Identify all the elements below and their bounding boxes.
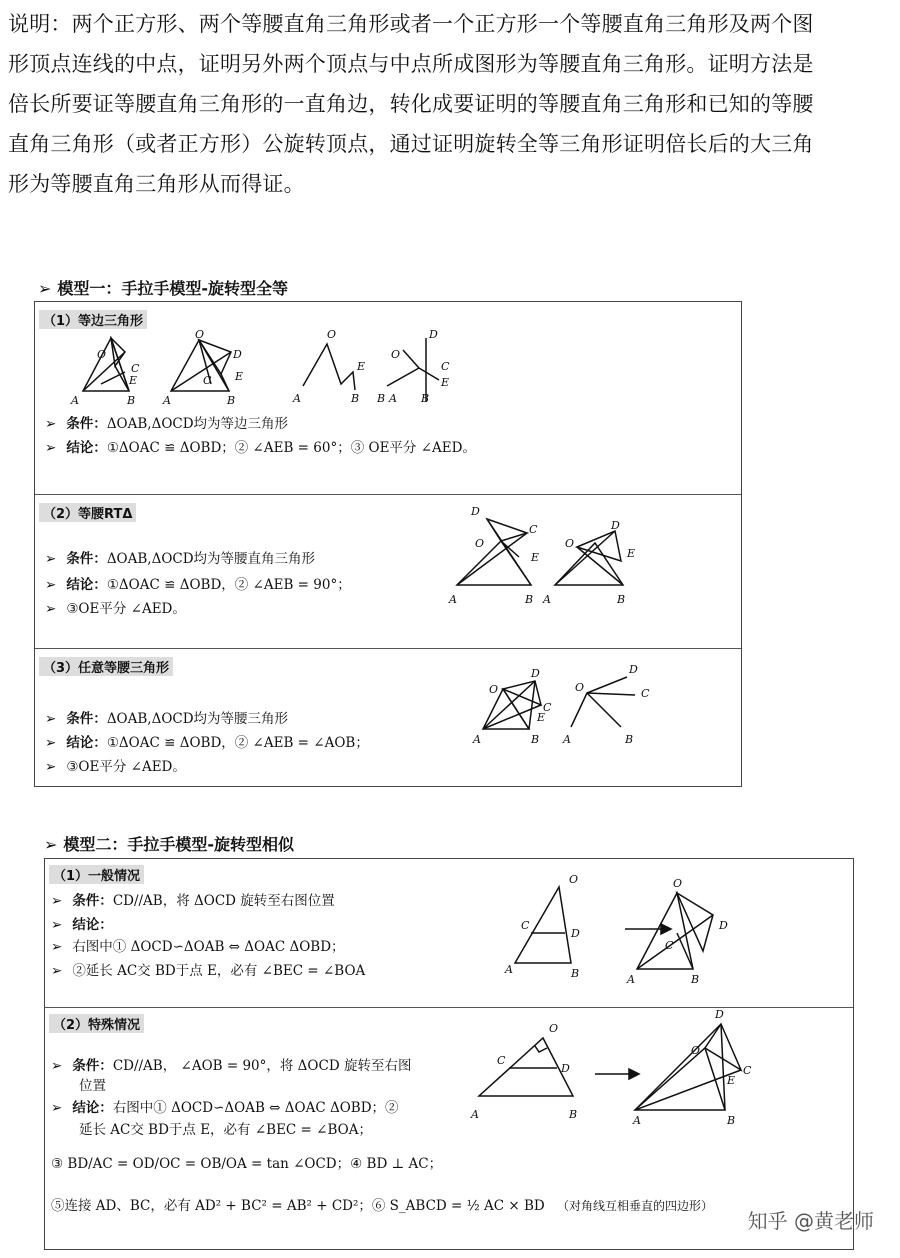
svg-text:O: O [97, 348, 107, 361]
condition-label: 条件： [66, 416, 107, 432]
bullet-arrow-icon: ➢ [45, 711, 57, 727]
svg-text:C: C [131, 362, 140, 375]
triangle-shape [635, 1048, 725, 1110]
svg-text:B: B [569, 1108, 578, 1121]
svg-text:E: E [441, 376, 450, 389]
svg-text:E: E [727, 1074, 736, 1087]
svg-text:O: O [549, 1022, 559, 1035]
watermark: 知乎 @黄老师 [747, 1209, 874, 1233]
intro-line: 形顶点连线的中点，证明另外两个顶点与中点所成图形为等腰直角三角形。证明方法是 [8, 52, 814, 76]
svg-text:D: D [561, 1062, 570, 1075]
svg-text:O: O [575, 681, 585, 694]
condition-label: 条件： [72, 893, 113, 909]
bullet-arrow-icon: ➢ [51, 893, 63, 909]
condition-label: 条件： [66, 711, 107, 727]
bullet-arrow-icon: ➢ [45, 735, 57, 751]
bullet-arrow-icon: ➢ [51, 939, 63, 955]
conclusion-line [51, 1096, 399, 1116]
model1-section2 [35, 494, 741, 649]
right-angle-mark [535, 1046, 547, 1052]
svg-text:B: B [625, 733, 634, 746]
bullet-arrow-icon: ➢ [51, 1100, 63, 1116]
condition-label: 条件： [72, 1058, 113, 1074]
condition-line [45, 412, 288, 432]
conclusion-line [45, 597, 186, 617]
conclusion-line: ③ BD/AC = OD/OC = OB/OA = tan ∠OCD；④ BD ⊥ AC； [51, 1156, 443, 1172]
condition-line [51, 1054, 411, 1074]
svg-text:O: O [565, 537, 575, 550]
bullet-arrow-icon: ➢ [51, 917, 63, 933]
svg-text:E: E [537, 711, 546, 724]
bullet-arrow-icon: ➢ [45, 551, 57, 567]
svg-text:O: O [673, 877, 683, 890]
svg-text:C: C [743, 1064, 752, 1077]
svg-text:C: C [665, 939, 674, 952]
conclusion-text: ⑤连接 AD、BC，必有 AD² + BC² = AB² + CD²；⑥ S_ABCD = ½ AC × BD [51, 1198, 545, 1214]
svg-text:B: B [127, 394, 136, 407]
condition-line [45, 547, 315, 567]
intro-line: 形为等腰直角三角形从而得证。 [8, 172, 305, 196]
svg-text:A: A [563, 733, 571, 746]
svg-text:D: D [531, 667, 540, 680]
conclusion-text: ①ΔOAC ≌ ΔOBD，② ∠AEB = ∠AOB； [106, 735, 369, 751]
svg-text:C: C [521, 919, 530, 932]
svg-text:B: B [421, 392, 430, 405]
section-tag: （1）等边三角形 [39, 310, 147, 329]
figure-similar-special [469, 1008, 809, 1127]
conclusion-label: 结论： [72, 1100, 113, 1116]
bullet-arrow-icon: ➢ [44, 835, 58, 854]
section-tag: （2）等腰RTΔ [39, 503, 136, 522]
svg-text:A: A [627, 973, 635, 986]
conclusion-line [45, 731, 369, 751]
svg-text:A: A [543, 593, 551, 606]
model2-box [44, 858, 854, 1250]
svg-text:B: B [525, 593, 534, 606]
svg-text:B: B [727, 1114, 736, 1127]
svg-text:B: B [227, 394, 236, 407]
conclusion-label: 结论： [66, 735, 107, 751]
figure-isosceles [471, 665, 681, 745]
conclusion-line: 延长 AC交 BD于点 E，必有 ∠BEC = ∠BOA； [79, 1122, 372, 1138]
intro-line: 直角三角形（或者正方形）公旋转顶点，通过证明旋转全等三角形证明倍长后的大三角 [8, 132, 814, 156]
model2-section2 [45, 1007, 853, 1250]
model1-title-text: 模型一：手拉手模型-旋转型全等 [57, 279, 289, 298]
svg-text:O: O [475, 537, 485, 550]
svg-text:C: C [497, 1054, 506, 1067]
bullet-arrow-icon: ➢ [45, 440, 57, 456]
condition-text: ΔOAB,ΔOCD均为等腰三角形 [106, 711, 289, 727]
bullet-arrow-icon: ➢ [45, 577, 57, 593]
model2-section1 [45, 859, 853, 1007]
condition-line [51, 889, 335, 909]
svg-text:A: A [163, 394, 171, 407]
svg-text:E: E [357, 360, 366, 373]
svg-text:E: E [627, 547, 636, 560]
conclusion-label: 结论： [72, 917, 113, 933]
conclusion-text: ③OE平分 ∠AED。 [66, 759, 186, 775]
svg-text:A: A [473, 733, 481, 746]
svg-text:B: B [617, 593, 626, 606]
svg-text:E: E [129, 374, 138, 387]
svg-text:B: B [691, 973, 700, 986]
svg-text:O: O [327, 328, 337, 341]
condition-text: CD//AB，将 ΔOCD 旋转至右图位置 [112, 893, 335, 909]
svg-text:O: O [391, 348, 401, 361]
triangle-shape [457, 541, 531, 585]
conclusion-text: ①ΔOAC ≌ ΔOBD；② ∠AEB = 60°；③ OE平分 ∠AED。 [106, 440, 476, 456]
svg-text:A: A [71, 394, 79, 407]
svg-text:O: O [691, 1044, 701, 1057]
intro-paragraph [8, 4, 892, 204]
conclusion-text: ①ΔOAC ≌ ΔOBD，② ∠AEB = 90°； [106, 577, 351, 593]
svg-text:D: D [233, 348, 242, 361]
bullet-arrow-icon: ➢ [45, 416, 57, 432]
conclusion-label: 结论： [66, 440, 107, 456]
condition-line [45, 707, 288, 727]
model2-title-text: 模型二：手拉手模型-旋转型相似 [63, 835, 295, 854]
svg-text:O: O [489, 683, 499, 696]
svg-text:D: D [611, 519, 620, 532]
triangle-shape [479, 1038, 573, 1096]
conclusion-line [51, 913, 113, 933]
svg-text:A: A [293, 392, 301, 405]
bullet-arrow-icon: ➢ [38, 279, 52, 298]
model2-title [44, 832, 294, 855]
svg-text:E: E [531, 551, 540, 564]
note-text: （对角线互相垂直的四边形） [557, 1199, 714, 1213]
condition-text: ΔOAB,ΔOCD均为等边三角形 [106, 416, 289, 432]
figure-isosceles-right [445, 507, 655, 607]
conclusion-line [45, 436, 476, 456]
right-arrow-icon [629, 1069, 639, 1079]
svg-text:D: D [719, 919, 728, 932]
condition-label: 条件： [66, 551, 107, 567]
conclusion-text: 右图中① ΔOCD∽ΔOAB ⇔ ΔOAC ΔOBD；② [112, 1100, 399, 1116]
conclusion-text: ③OE平分 ∠AED。 [66, 601, 186, 617]
bullet-arrow-icon: ➢ [45, 759, 57, 775]
section-tag: （2）特殊情况 [49, 1014, 144, 1033]
svg-text:D: D [429, 328, 438, 341]
bullet-arrow-icon: ➢ [51, 963, 63, 979]
section-tag: （1）一般情况 [49, 865, 144, 884]
conclusion-line [45, 573, 351, 593]
conclusion-line [51, 1194, 713, 1214]
svg-text:D: D [571, 927, 580, 940]
svg-text:A: A [633, 1114, 641, 1127]
right-arrow-icon [661, 924, 671, 934]
conclusion-text: 右图中① ΔOCD∽ΔOAB ⇔ ΔOAC ΔOBD； [72, 939, 345, 955]
figure-similar-general [501, 873, 801, 993]
svg-text:A: A [505, 963, 513, 976]
polyline-shape [303, 344, 355, 390]
svg-text:B: B [531, 733, 540, 746]
model1-box [34, 301, 742, 787]
svg-text:A: A [389, 392, 397, 405]
conclusion-line [45, 755, 186, 775]
section-tag: （3）任意等腰三角形 [39, 657, 173, 676]
intro-line: 说明：两个正方形、两个等腰直角三角形或者一个正方形一个等腰直角三角形及两个图 [8, 12, 814, 36]
condition-text: CD//AB， ∠AOB = 90°，将 ΔOCD 旋转至右图 [112, 1058, 412, 1074]
model1-section3 [35, 648, 741, 787]
condition-text: ΔOAB,ΔOCD均为等腰直角三角形 [106, 551, 316, 567]
conclusion-line [51, 959, 365, 979]
conclusion-text: ②延长 AC交 BD于点 E，必有 ∠BEC = ∠BOA [72, 963, 366, 979]
conclusion-label: 结论： [66, 577, 107, 593]
svg-text:E: E [235, 370, 244, 383]
svg-text:B: B [571, 967, 580, 980]
svg-text:C: C [529, 523, 538, 536]
svg-text:D: D [715, 1008, 724, 1021]
bullet-arrow-icon: ➢ [45, 601, 57, 617]
bullet-arrow-icon: ➢ [51, 1058, 63, 1074]
svg-text:D: D [629, 663, 638, 676]
condition-line: 位置 [79, 1078, 106, 1094]
conclusion-line [51, 935, 345, 955]
svg-text:D: D [471, 505, 480, 518]
svg-text:O: O [569, 873, 579, 886]
svg-text:O: O [195, 328, 205, 341]
svg-text:C: C [641, 687, 650, 700]
figure-equilateral [71, 324, 491, 409]
svg-text:C: C [543, 701, 552, 714]
intro-line: 倍长所要证等腰直角三角形的一直角边，转化成要证明的等腰直角三角形和已知的等腰 [8, 92, 814, 116]
svg-text:A: A [471, 1108, 479, 1121]
model1-section1 [35, 302, 741, 494]
svg-text:C: C [203, 374, 212, 387]
svg-text:B: B [351, 392, 360, 405]
svg-text:B: B [377, 392, 386, 405]
triangle-shape [83, 338, 129, 391]
svg-text:A: A [449, 593, 457, 606]
model1-title [38, 276, 288, 299]
svg-text:C: C [441, 360, 450, 373]
